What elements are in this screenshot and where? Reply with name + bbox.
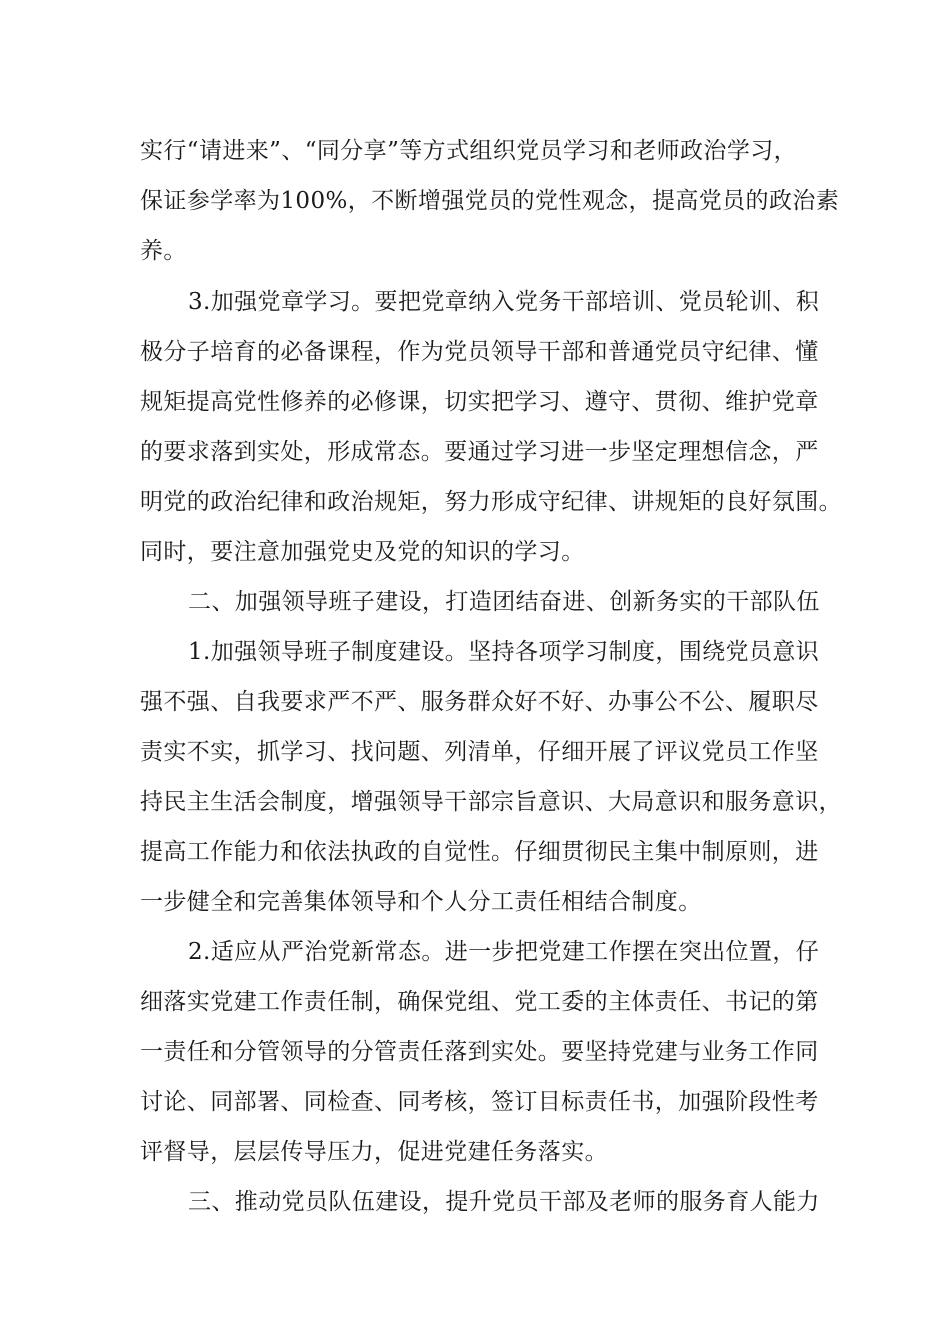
paragraph-line: 评督导，层层传导压力，促进党建任务落实。 [140,1139,608,1165]
paragraph-line: 持民主生活会制度，增强领导干部宗旨意识、大局意识和服务意识， [140,789,842,815]
paragraph-line: 同时，要注意加强党史及党的知识的学习。 [140,539,585,565]
paragraph-line: 明党的政治纪律和政治规矩，努力形成守纪律、讲规矩的良好氛围。 [140,489,842,515]
section-heading: 二、加强领导班子建设，打造团结奋进、创新务实的干部队伍 [188,589,820,615]
paragraph-line: 保证参学率为100%，不断增强党员的党性观念，提高党员的政治素 [140,188,840,214]
paragraph-line: 一责任和分管领导的分管责任落到实处。要坚持党建与业务工作同 [140,1039,819,1065]
paragraph-line: 1.加强领导班子制度建设。坚持各项学习制度，围绕党员意识 [188,639,820,665]
paragraph-line: 极分子培育的必备课程，作为党员领导干部和普通党员守纪律、懂 [140,339,819,365]
paragraph-line: 责实不实，抓学习、找问题、列清单，仔细开展了评议党员工作坚 [140,739,819,765]
paragraph-line: 规矩提高党性修养的必修课，切实把学习、遵守、贯彻、维护党章 [140,389,819,415]
paragraph-line: 一步健全和完善集体领导和个人分工责任相结合制度。 [140,889,702,915]
paragraph-line: 3.加强党章学习。要把党章纳入党务干部培训、党员轮训、积 [188,289,820,315]
paragraph-line: 提高工作能力和依法执政的自觉性。仔细贯彻民主集中制原则，进 [140,839,819,865]
paragraph-line: 的要求落到实处，形成常态。要通过学习进一步坚定理想信念，严 [140,439,819,465]
paragraph-line: 2.适应从严治党新常态。进一步把党建工作摆在突出位置，仔 [188,939,820,965]
paragraph-line: 养。 [140,238,187,264]
section-heading: 三、推动党员队伍建设，提升党员干部及老师的服务育人能力 [188,1189,820,1215]
paragraph-line: 细落实党建工作责任制，确保党组、党工委的主体责任、书记的第 [140,989,819,1015]
paragraph-line: 强不强、自我要求严不严、服务群众好不好、办事公不公、履职尽 [140,689,819,715]
paragraph-line: 讨论、同部署、同检查、同考核，签订目标责任书，加强阶段性考 [140,1089,819,1115]
paragraph-line: 实行“请进来”、“同分享”等方式组织党员学习和老师政治学习， [140,138,798,164]
